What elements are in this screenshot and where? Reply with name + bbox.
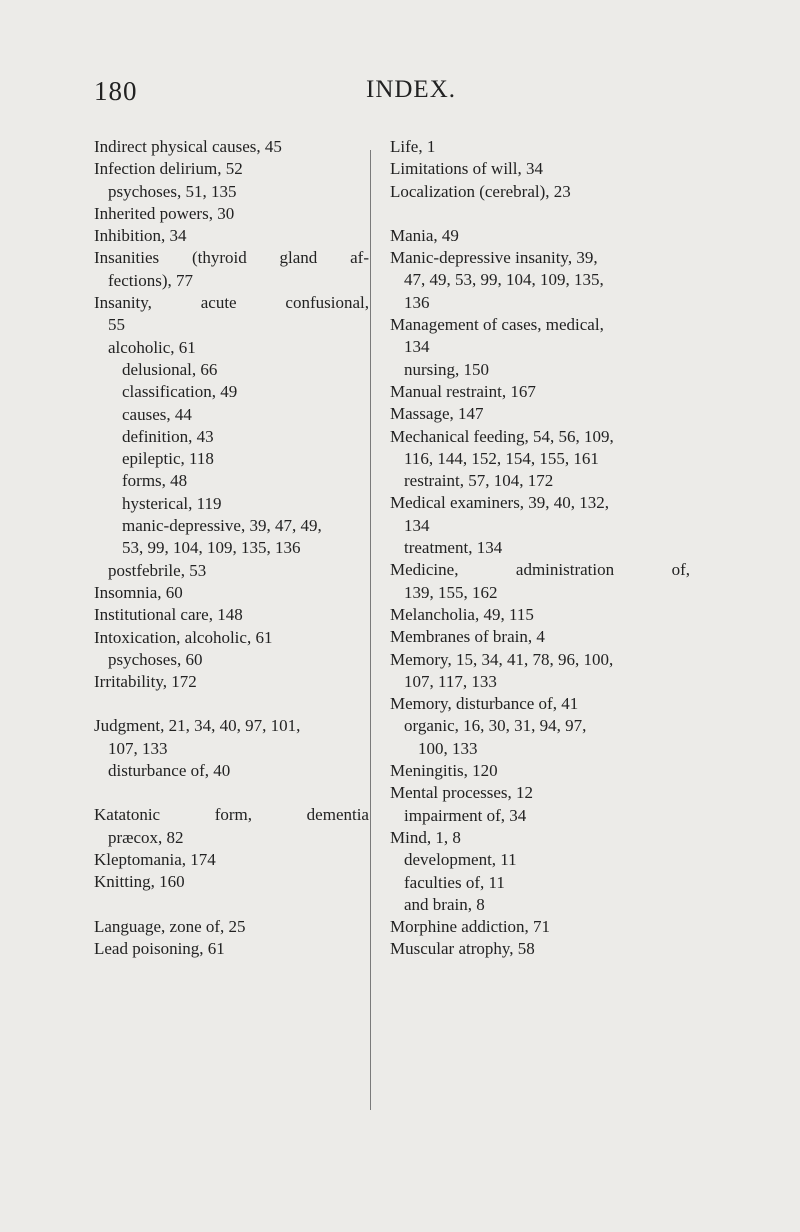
page-number: 180 (94, 76, 138, 106)
index-entry: 134 (404, 515, 430, 535)
page-header (0, 76, 800, 116)
index-entry: 107, 133 (108, 738, 168, 758)
index-entry: Management of cases, medical, (390, 315, 604, 335)
index-entry: 47, 49, 53, 99, 104, 109, 135, (404, 270, 604, 290)
index-entry: Morphine addiction, 71 (390, 917, 551, 937)
index-entry: fections), 77 (108, 270, 193, 290)
index-entry: definition, 43 (122, 426, 214, 446)
index-entry: causes, 44 (122, 404, 192, 424)
index-word: dementia (306, 805, 369, 825)
index-entry: præcox, 82 (108, 827, 184, 847)
index-entry: Inhibition, 34 (94, 226, 187, 246)
index-entry: organic, 16, 30, 31, 94, 97, (404, 716, 587, 736)
index-word: Katatonic (94, 805, 161, 825)
index-word: Insanity, (94, 293, 152, 313)
index-entry: Indirect physical causes, 45 (94, 137, 282, 156)
index-word: Insanities (94, 248, 160, 268)
index-word: administration (515, 560, 615, 580)
index-entry: and brain, 8 (404, 894, 485, 914)
index-entry: Massage, 147 (390, 404, 484, 424)
index-word: af- (350, 248, 369, 268)
index-entry: Mental processes, 12 (390, 783, 534, 803)
index-entry: Membranes of brain, 4 (390, 627, 545, 647)
index-entry: Kleptomania, 174 (94, 849, 216, 869)
index-entry: 139, 155, 162 (404, 582, 498, 602)
index-entry: epileptic, 118 (122, 449, 214, 469)
index-entry: impairment of, 34 (404, 805, 527, 825)
index-entry: Language, zone of, 25 (94, 916, 246, 936)
index-entry: Mechanical feeding, 54, 56, 109, (390, 426, 614, 446)
index-entry: manic-depressive, 39, 47, 49, (122, 516, 322, 536)
index-entry: development, 11 (404, 850, 517, 870)
page-title: INDEX. (366, 76, 457, 103)
index-entry: psychoses, 60 (108, 649, 203, 669)
index-entry: Manic-depressive insanity, 39, (390, 248, 598, 268)
index-word: confusional, (285, 293, 369, 313)
index-entry: Inherited powers, 30 (94, 203, 235, 223)
index-entry: Mania, 49 (390, 225, 459, 245)
index-entry: Memory, disturbance of, 41 (390, 694, 579, 714)
index-word: of, (671, 560, 690, 580)
index-entry: disturbance of, 40 (108, 761, 231, 781)
index-entry: Manual restraint, 167 (390, 381, 536, 401)
index-entry: 134 (404, 337, 430, 357)
index-entry: 116, 144, 152, 154, 155, 161 (404, 448, 599, 468)
index-entry: Limitations of will, 34 (390, 159, 543, 179)
index-entry: 53, 99, 104, 109, 135, 136 (122, 538, 301, 558)
index-entry: postfebrile, 53 (108, 560, 207, 580)
index-entry: classification, 49 (122, 382, 238, 402)
index-column-left (94, 136, 369, 960)
index-entry (94, 292, 369, 314)
index-entry: Muscular atrophy, 58 (390, 939, 535, 959)
index-word: gland (279, 248, 318, 268)
index-entry: Infection delirium, 52 (94, 159, 243, 179)
index-entry: hysterical, 119 (122, 493, 222, 513)
index-entry: nursing, 150 (404, 359, 489, 379)
index-entry: 100, 133 (418, 738, 478, 758)
index-entry: Life, 1 (390, 137, 436, 156)
index-entry: Intoxication, alcoholic, 61 (94, 627, 273, 647)
index-entry: restraint, 57, 104, 172 (404, 471, 554, 491)
index-entry (94, 247, 369, 269)
column-divider (370, 150, 371, 1110)
index-entry: faculties of, 11 (404, 872, 505, 892)
index-entry: psychoses, 51, 135 (108, 181, 237, 201)
index-entry: Medical examiners, 39, 40, 132, (390, 493, 610, 513)
index-word: acute (200, 293, 237, 313)
index-entry (94, 804, 369, 826)
index-entry: delusional, 66 (122, 359, 218, 379)
index-entry: 107, 117, 133 (404, 671, 497, 691)
index-entry: 55 (108, 315, 125, 335)
index-word: (thyroid (191, 248, 247, 268)
index-entry: Meningitis, 120 (390, 761, 498, 781)
index-entry: Institutional care, 148 (94, 605, 243, 625)
index-entry: alcoholic, 61 (108, 337, 196, 357)
index-entry: Knitting, 160 (94, 872, 185, 892)
index-entry: Memory, 15, 34, 41, 78, 96, 100, (390, 649, 614, 669)
index-entry: Lead poisoning, 61 (94, 938, 225, 958)
index-entry: treatment, 134 (404, 538, 503, 558)
index-entry: Mind, 1, 8 (390, 827, 461, 847)
index-column-right (390, 136, 690, 961)
index-entry: forms, 48 (122, 471, 188, 491)
index-entry (390, 559, 690, 581)
index-entry: Melancholia, 49, 115 (390, 604, 534, 624)
index-entry: 136 (404, 292, 430, 312)
index-word: form, (214, 805, 253, 825)
index-entry: Irritability, 172 (94, 672, 197, 692)
index-entry: Localization (cerebral), 23 (390, 181, 571, 201)
index-entry: Insomnia, 60 (94, 582, 183, 602)
index-entry: Judgment, 21, 34, 40, 97, 101, (94, 716, 301, 736)
index-word: Medicine, (390, 560, 459, 580)
